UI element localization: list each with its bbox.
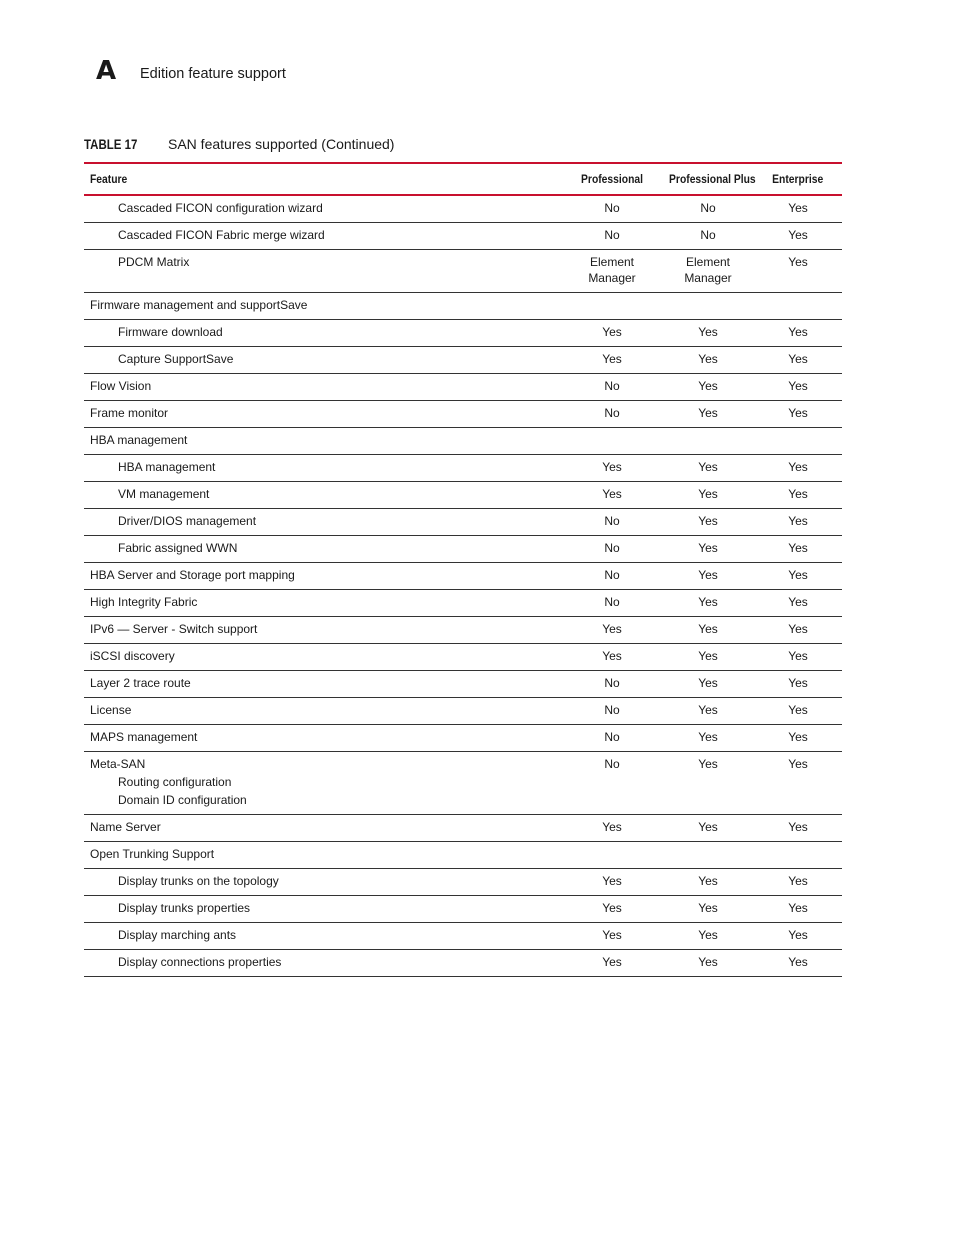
support-value: Yes [788,406,808,420]
feature-name: High Integrity Fabric [90,595,198,609]
cell-professional [562,536,662,563]
cell-feature [84,347,562,374]
table-row [84,195,842,223]
table-row [84,869,842,896]
support-value: Yes [788,352,808,366]
cell-professional [562,617,662,644]
chapter-letter: A [96,56,117,86]
table-row [84,725,842,752]
cell-feature [84,590,562,617]
support-value: Yes [602,820,622,834]
cell-professional-plus [662,617,754,644]
cell-enterprise [754,293,842,320]
support-value: No [604,757,620,771]
cell-enterprise [754,752,842,815]
table-row [84,509,842,536]
cell-enterprise [754,698,842,725]
cell-professional-plus [662,428,754,455]
cell-feature [84,250,562,293]
cell-feature [84,223,562,250]
cell-feature [84,896,562,923]
table-body [84,195,842,977]
cell-enterprise [754,374,842,401]
table-row [84,617,842,644]
cell-enterprise [754,536,842,563]
feature-name: HBA management [90,433,188,447]
cell-professional-plus [662,374,754,401]
support-value: Yes [698,901,718,915]
support-value: No [700,228,716,242]
column-header-enterprise: Enterprise [754,163,842,195]
support-value: Yes [698,460,718,474]
table-row [84,250,842,293]
support-value: Yes [602,325,622,339]
cell-feature [84,509,562,536]
cell-professional [562,725,662,752]
table-row [84,842,842,869]
cell-professional [562,842,662,869]
cell-professional-plus [662,563,754,590]
support-value: Yes [698,541,718,555]
column-header-feature: Feature [84,163,562,195]
support-value: Yes [602,928,622,942]
cell-professional [562,644,662,671]
feature-name: iSCSI discovery [90,649,175,663]
cell-enterprise [754,815,842,842]
cell-enterprise [754,563,842,590]
support-value: Yes [788,255,808,269]
cell-enterprise [754,223,842,250]
feature-name: HBA management [118,460,216,474]
cell-feature [84,752,562,815]
cell-enterprise [754,896,842,923]
cell-professional-plus [662,815,754,842]
feature-name: HBA Server and Storage port mapping [90,568,295,582]
cell-feature [84,671,562,698]
cell-professional-plus [662,455,754,482]
support-value: Yes [698,703,718,717]
cell-professional-plus [662,195,754,223]
support-value: Yes [788,622,808,636]
feature-name: VM management [118,487,210,501]
cell-professional [562,590,662,617]
support-value: No [604,201,620,215]
feature-name: Open Trunking Support [90,847,215,861]
feature-name: License [90,703,132,717]
support-value: Element Manager [588,255,636,285]
cell-enterprise [754,950,842,977]
cell-enterprise [754,869,842,896]
support-value: Yes [788,757,808,771]
support-value: Yes [788,820,808,834]
cell-enterprise [754,455,842,482]
cell-enterprise [754,842,842,869]
cell-professional-plus [662,644,754,671]
support-value: Yes [698,595,718,609]
support-value: Yes [698,757,718,771]
support-value: No [604,228,620,242]
table-row [84,536,842,563]
cell-feature [84,195,562,223]
cell-feature [84,320,562,347]
cell-professional [562,815,662,842]
table-row [84,923,842,950]
table-row [84,752,842,815]
support-value: No [604,379,620,393]
column-header-professional: Professional [562,163,662,195]
support-value: Yes [788,649,808,663]
support-value: Yes [698,874,718,888]
support-value: Element Manager [684,255,732,285]
table-row [84,223,842,250]
feature-name: Fabric assigned WWN [118,541,238,555]
column-header-professional-plus: Professional Plus [662,163,754,195]
feature-name: Display trunks on the topology [118,874,279,888]
cell-professional [562,923,662,950]
table-row [84,590,842,617]
cell-professional [562,347,662,374]
feature-sub-item: Domain ID configuration [118,793,247,807]
cell-professional-plus [662,293,754,320]
cell-professional [562,869,662,896]
cell-enterprise [754,671,842,698]
cell-professional [562,896,662,923]
san-features-table [84,162,842,977]
chapter-title: Edition feature support [140,66,286,82]
cell-professional [562,223,662,250]
feature-name: Flow Vision [90,379,152,393]
feature-name: Driver/DIOS management [118,514,257,528]
support-value: Yes [698,568,718,582]
cell-professional-plus [662,869,754,896]
support-value: Yes [698,352,718,366]
support-value: Yes [698,622,718,636]
support-value: No [604,676,620,690]
support-value: No [700,201,716,215]
feature-table [84,162,842,977]
feature-name: Capture SupportSave [118,352,234,366]
support-value: Yes [698,514,718,528]
support-value: Yes [788,514,808,528]
cell-enterprise [754,482,842,509]
cell-professional-plus [662,671,754,698]
cell-professional-plus [662,725,754,752]
support-value: No [604,595,620,609]
cell-feature [84,950,562,977]
feature-name: Cascaded FICON configuration wizard [118,201,323,215]
cell-professional [562,320,662,347]
support-value: Yes [698,955,718,969]
feature-name: MAPS management [90,730,198,744]
feature-name: PDCM Matrix [118,255,190,269]
support-value: Yes [788,730,808,744]
cell-professional-plus [662,923,754,950]
feature-sub-item: Routing configuration [118,775,232,789]
table-caption-text: SAN features supported (Continued) [168,136,395,152]
support-value: Yes [602,460,622,474]
table-row [84,563,842,590]
support-value: Yes [788,379,808,393]
cell-professional [562,509,662,536]
table-row [84,320,842,347]
feature-name: Display marching ants [118,928,237,942]
table-row [84,950,842,977]
cell-professional [562,752,662,815]
cell-feature [84,842,562,869]
feature-name: IPv6 — Server - Switch support [90,622,258,636]
table-row [84,428,842,455]
support-value: Yes [698,649,718,663]
support-value: Yes [602,901,622,915]
cell-professional [562,563,662,590]
cell-professional-plus [662,896,754,923]
table-row [84,671,842,698]
support-value: Yes [698,820,718,834]
table-row [84,644,842,671]
table-row [84,815,842,842]
cell-professional-plus [662,250,754,293]
support-value: Yes [698,325,718,339]
support-value: Yes [788,487,808,501]
cell-professional [562,950,662,977]
table-row [84,401,842,428]
cell-feature [84,536,562,563]
cell-enterprise [754,347,842,374]
feature-name: Firmware download [118,325,223,339]
cell-enterprise [754,428,842,455]
cell-professional [562,671,662,698]
cell-professional [562,293,662,320]
support-value: Yes [788,460,808,474]
cell-professional-plus [662,347,754,374]
support-value: Yes [602,955,622,969]
table-row [84,698,842,725]
cell-enterprise [754,401,842,428]
cell-professional-plus [662,223,754,250]
cell-enterprise [754,250,842,293]
support-value: Yes [788,201,808,215]
cell-enterprise [754,617,842,644]
cell-feature [84,698,562,725]
cell-enterprise [754,590,842,617]
table-caption [84,135,394,153]
feature-name: Meta-SAN [90,757,146,771]
support-value: Yes [788,955,808,969]
cell-enterprise [754,644,842,671]
cell-professional-plus [662,752,754,815]
cell-professional-plus [662,842,754,869]
support-value: Yes [788,595,808,609]
cell-professional [562,482,662,509]
feature-name: Frame monitor [90,406,169,420]
cell-feature [84,401,562,428]
support-value: No [604,514,620,528]
table-label: TABLE 17 [84,136,138,152]
support-value: Yes [698,406,718,420]
feature-name: Firmware management and supportSave [90,298,308,312]
support-value: Yes [788,874,808,888]
cell-professional-plus [662,536,754,563]
feature-name: Layer 2 trace route [90,676,191,690]
table-row [84,347,842,374]
table-row [84,455,842,482]
cell-feature [84,815,562,842]
cell-feature [84,455,562,482]
support-value: Yes [788,676,808,690]
cell-enterprise [754,195,842,223]
table-row [84,374,842,401]
cell-professional-plus [662,482,754,509]
support-value: Yes [788,703,808,717]
support-value: Yes [602,649,622,663]
support-value: Yes [602,622,622,636]
cell-professional [562,250,662,293]
table-row [84,482,842,509]
cell-professional [562,374,662,401]
support-value: Yes [788,568,808,582]
cell-feature [84,725,562,752]
support-value: Yes [602,874,622,888]
cell-feature [84,374,562,401]
cell-feature [84,923,562,950]
feature-name: Display trunks properties [118,901,251,915]
cell-professional-plus [662,401,754,428]
support-value: No [604,406,620,420]
cell-professional-plus [662,320,754,347]
cell-professional-plus [662,950,754,977]
support-value: Yes [698,379,718,393]
cell-feature [84,293,562,320]
cell-professional [562,428,662,455]
feature-name: Cascaded FICON Fabric merge wizard [118,228,325,242]
support-value: Yes [698,730,718,744]
feature-name: Display connections properties [118,955,282,969]
support-value: Yes [788,325,808,339]
cell-professional-plus [662,590,754,617]
cell-enterprise [754,509,842,536]
cell-enterprise [754,320,842,347]
feature-name: Name Server [90,820,161,834]
table-row [84,896,842,923]
cell-enterprise [754,923,842,950]
support-value: Yes [602,487,622,501]
cell-enterprise [754,725,842,752]
support-value: Yes [788,228,808,242]
support-value: Yes [602,352,622,366]
cell-feature [84,428,562,455]
cell-feature [84,869,562,896]
support-value: Yes [698,928,718,942]
support-value: Yes [788,541,808,555]
cell-professional-plus [662,698,754,725]
support-value: Yes [698,487,718,501]
support-value: No [604,568,620,582]
support-value: No [604,730,620,744]
cell-professional [562,401,662,428]
cell-feature [84,482,562,509]
cell-feature [84,617,562,644]
table-header-row [84,163,842,195]
table-row [84,293,842,320]
support-value: Yes [788,901,808,915]
cell-professional [562,455,662,482]
cell-professional [562,195,662,223]
cell-professional-plus [662,509,754,536]
cell-professional [562,698,662,725]
cell-feature [84,563,562,590]
support-value: Yes [698,676,718,690]
support-value: Yes [788,928,808,942]
support-value: No [604,541,620,555]
cell-feature [84,644,562,671]
support-value: No [604,703,620,717]
